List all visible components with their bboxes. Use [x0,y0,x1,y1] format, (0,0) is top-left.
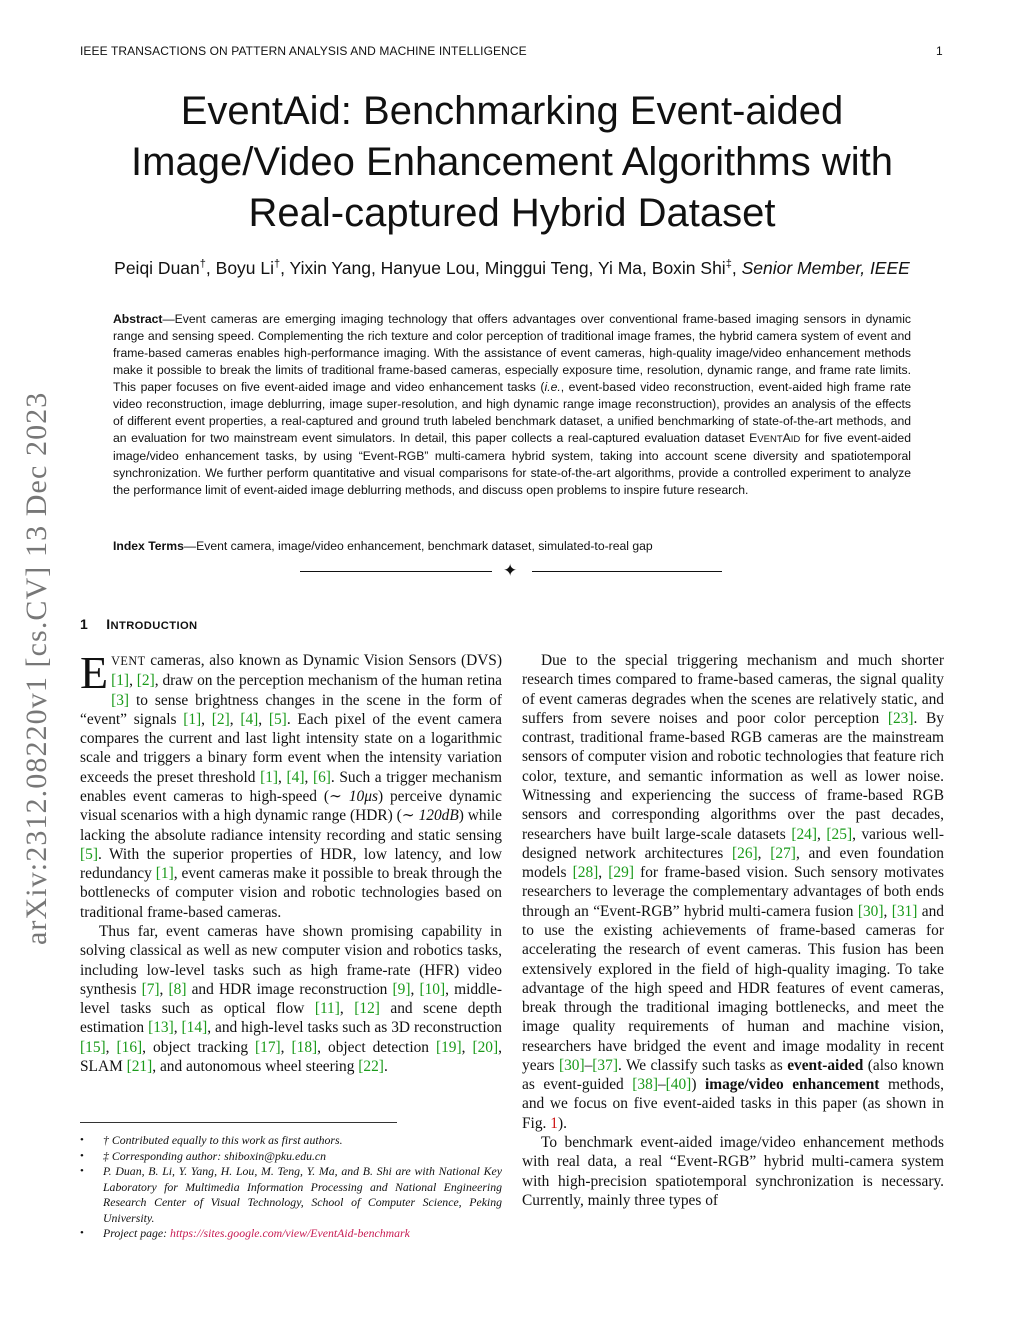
citation-link[interactable]: [27] [770,844,796,862]
page-number: 1 [936,44,943,58]
section-heading: 1 INTRODUCTION [80,616,198,632]
paragraph: Due to the special triggering mechanism and much shorter research times compared to frame-based cameras, the signal quality of event cameras degrades when the scenes are relatively static, and suffers from severe noises and poor color perception [23]. By contrast, traditional frame-based RGB cameras are the mainstream sensors of computer vision and robotic technologies that feature rich color, texture, and semantic information as well as lower noise. Witnessing and experiencing the success of frame-based RGB sensors and corresponding algorithms over the past decades, researchers have built large-scale datasets [24], [25], various well-designed network architectures [26], [27], and even foundation models [28], [29] for frame-based vision. Such sensory motivates researchers to leverage the complementary advantages of both ends through an “Event-RGB” hybrid multi-camera fusion [30], [31] and to use the existing achievements of frame-based cameras for accelerating the research of event cameras. This fusion has been extensively explored in the field of high-quality imaging. To take advantage of the high speed and HDR features of event cameras, break through the traditional imaging bottlenecks, and meet the image quality requirements of human and machine vision, researchers have bridged the event and image modality in recent years [30]–[37]. We classify such tasks as event-aided (also known as event-guided [38]–[40]) image/video enhancement methods, and we focus on five event-aided tasks in this paper (as shown in Fig. 1). [522,652,945,1132]
citation-link[interactable]: [19] [435,1038,462,1056]
citation-link[interactable]: [1] [260,768,279,786]
drop-cap: E [80,647,109,698]
author-membership: Senior Member, IEEE [741,258,910,278]
citation-link[interactable]: [30] [857,902,884,920]
footnote-list [80,1133,502,1242]
citation-link[interactable]: [21] [126,1057,153,1075]
emphasis-term: event-aided [787,1056,864,1074]
bullet-icon: • [80,1165,84,1177]
title-line: EventAid: Benchmarking Event-aided [180,89,844,133]
citation-link[interactable]: [31] [891,902,918,920]
author-name: Peiqi Duan [114,258,200,278]
emphasis-term: image/video enhancement [705,1076,880,1094]
citation-link[interactable]: [2] [211,710,230,728]
citation-link[interactable]: [9] [392,980,411,998]
citation-link[interactable]: [11] [314,1000,340,1018]
citation-link[interactable]: [23] [887,709,914,727]
abstract-label: Abstract [113,312,163,326]
citation-link[interactable]: [40] [665,1076,692,1094]
citation-link[interactable]: [2] [136,672,155,690]
citation-link[interactable]: [8] [168,980,187,998]
citation-link[interactable]: [28] [572,864,599,882]
citation-link[interactable]: [3] [111,691,130,709]
citation-link[interactable]: [26] [732,844,758,862]
citation-link[interactable]: [5] [80,845,98,863]
title-line: Real-captured Hybrid Dataset [248,191,776,235]
bullet-icon: • [80,1149,84,1162]
citation-link[interactable]: [20] [472,1038,499,1056]
body-column-right [522,651,944,1210]
citation-link[interactable]: [12] [354,1000,380,1018]
footnote-rule [80,1122,397,1123]
citation-link[interactable]: [6] [312,768,331,786]
citation-link[interactable]: [30] [558,1056,585,1074]
equal-contribution-mark: † [199,258,206,271]
citation-link[interactable]: [4] [286,768,305,786]
corresponding-author-mark: ‡ [725,258,732,271]
footnote-item: • † Contributed equally to this work as first authors. [80,1133,343,1147]
separator-diamond-icon: ✦ [503,561,518,580]
citation-link[interactable]: [14] [181,1019,208,1037]
paragraph: EVENT cameras, also known as Dynamic Vision Sensors (DVS) [1], [2], draw on the perception mechanism of the human retina [3] to sense brightness changes in the scene in the form of “event” signals [1], [2], [4], [5]. Each pixel of the event camera compares the current and last light intensity state on a logarithmic scale and triggers a binary form event when the intensity variation exceeds the preset threshold [1], [4], [6]. Such a trigger mechanism enables event cameras to high-speed (∼ 10μs) perceive dynamic visual scenarios with a high dynamic range (HDR) (∼ 120dB) while lacking the absolute radiance intensity recording and static sensing [5]. With the superior properties of HDR, low latency, and low redundancy [1], event cameras make it possible to break through the bottlenecks of computer vision and robotic technologies based on traditional frame-based cameras. [80,647,503,921]
body-column-left [80,647,503,1076]
equal-contribution-mark: † [274,258,281,271]
running-header-journal: IEEE TRANSACTIONS ON PATTERN ANALYSIS AND MACHINE INTELLIGENCE [80,44,527,58]
separator-rule-left [300,571,492,572]
citation-link[interactable]: [22] [358,1057,384,1075]
math-speed: 10μs [348,787,378,805]
citation-link[interactable]: [38] [632,1076,658,1094]
citation-link[interactable]: [17] [255,1038,281,1056]
citation-link[interactable]: [18] [291,1038,318,1056]
paper-title [80,86,944,239]
citation-link[interactable]: [37] [592,1056,618,1074]
abstract: Abstract—Event cameras are emerging imaging technology that offers advantages over conventional frame-based imaging sensors in dynamic range and sensing speed. Complementing the rich texture and color perception of traditional image frames, the hybrid camera system of event and frame-based cameras enables high-performance imaging. With the assistance of event cameras, high-quality image/video enhancement methods make it possible to break the limits of traditional frame-based cameras, especially exposure time, resolution, dynamic range, and frame rate limits. This paper focuses on five event-aided image and video enhancement tasks (i.e., event-based video reconstruction, event-aided high frame rate video reconstruction, image deblurring, image super-resolution, and high dynamic range image reconstruction), provides an analysis of the effects of different event properties, a real-captured and ground truth labeled benchmark dataset, a unified benchmarking of state-of-the-art methods, and an evaluation for two mainstream event simulators. In detail, this paper collects a real-captured evaluation dataset EVENTAID for five event-aided image/video enhancement tasks, by using “Event-RGB” multi-camera hybrid system, taking into account scene diversity and spatiotemporal synchronization. We further perform quantitative and visual comparisons for state-of-the-art algorithms, provide a controlled experiment to analyze the performance limit of event-aided image deblurring methods, and discuss open problems to inspire future research. [113,312,912,498]
author-list: Peiqi Duan†, Boyu Li†, Yixin Yang, Hanyue Lou, Minggui Teng, Yi Ma, Boxin Shi‡, Senior Member, IEEE [114,258,910,278]
citation-link[interactable]: [13] [148,1019,174,1037]
citation-link[interactable]: [29] [608,864,634,882]
citation-link[interactable]: [25] [826,825,853,843]
author-name: Boyu Li [215,258,275,278]
citation-link[interactable]: [5] [268,710,287,728]
separator-rule-right [532,571,722,572]
citation-link[interactable]: [24] [791,825,818,843]
citation-link[interactable]: [1] [183,710,202,728]
citation-link[interactable]: [1] [111,672,130,690]
citation-link[interactable]: [10] [419,980,446,998]
paragraph: To benchmark event-aided image/video enhancement methods with real data, a real “Event-RGB” hybrid multi-camera system with high-precision spatiotemporal synchronization is necessary. Currently, mainly three types of [522,1134,944,1209]
footnote-item: • ‡ Corresponding author: shiboxin@pku.edu.cn [80,1148,327,1163]
bullet-icon: • [80,1227,84,1239]
citation-link[interactable]: [7] [141,980,160,998]
citation-link[interactable]: [1] [155,865,174,883]
dataset-name: EVENTAID [749,431,801,446]
footnote-item: • Project page: https://sites.google.com/view/EventAid-benchmark [80,1226,410,1240]
section-number: 1 [80,616,89,632]
citation-link[interactable]: [15] [80,1038,106,1056]
citation-link[interactable]: [16] [116,1038,143,1056]
paragraph: Thus far, event cameras have shown promising capability in solving classical as well as new computer vision and robotics tasks, including low-level tasks such as high frame-rate (HFR) video synthesis [7], [8] and HDR image reconstruction [9], [10], middle-level tasks such as optical flow [11], [12] and scene depth estimation [13], [14], and high-level tasks such as 3D reconstruction [15], [16], object tracking [17], [18], object detection [19], [20], SLAM [21], and autonomous wheel steering [22]. [80,922,503,1075]
index-terms-label: Index Terms [113,539,184,553]
index-terms: Index Terms—Event camera, image/video enhancement, benchmark dataset, simulated-to-real gap [113,539,653,553]
citation-link[interactable]: [4] [240,710,259,728]
title-line: Image/Video Enhancement Algorithms with [131,140,893,184]
figure-reference-link[interactable]: 1 [550,1114,558,1132]
bullet-icon: • [80,1134,84,1146]
footnote-item: • P. Duan, B. Li, Y. Yang, H. Lou, M. Teng, Y. Ma, and B. Shi are with National Key Laboratory for Multimedia Information Processing and National Engineering Research Center of Visual Technology, School of Computer Science, Peking University. [80,1164,502,1225]
arxiv-identifier: arXiv:2312.08220v1 [cs.CV] 13 Dec 2023 [20,391,53,945]
math-dynamic-range: 120dB [418,807,459,825]
project-page-link[interactable]: https://sites.google.com/view/EventAid-benchmark [170,1226,410,1240]
